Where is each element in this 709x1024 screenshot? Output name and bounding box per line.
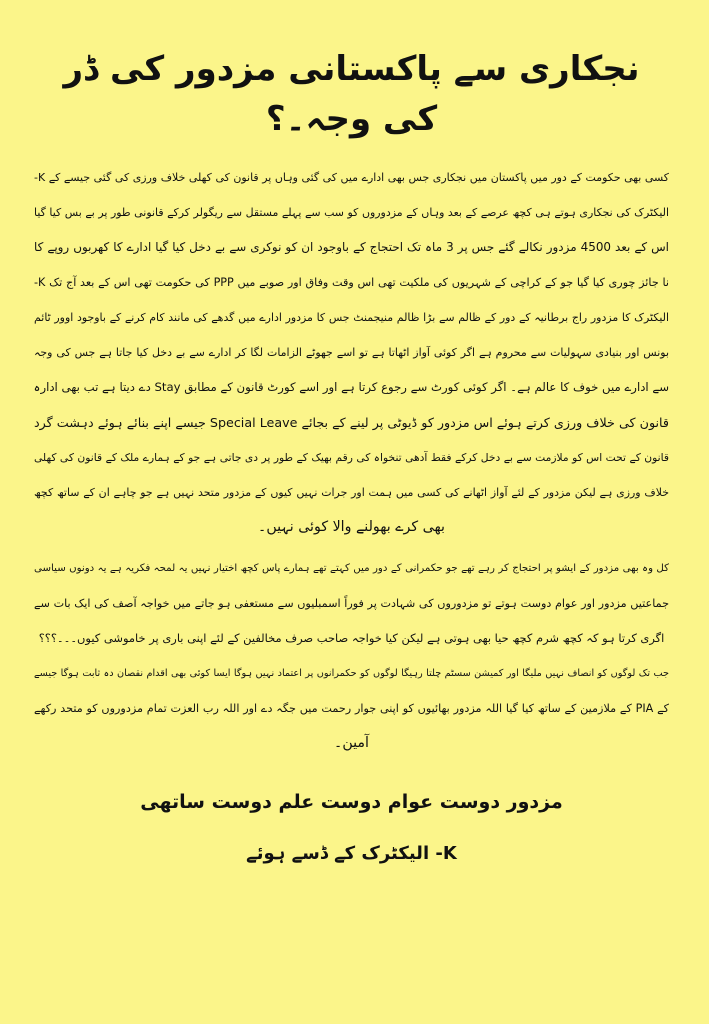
signature: مزدور دوست عوام دوست علم دوست ساتھی [140,791,563,813]
paragraph-3-line: جب تک لوگوں کو انصاف نہیں ملیگا اور کمیشن سسٹم چلتا رہیگا لوگوں کو حکمرانوں پر اعتماد نہیں ہوگا ایسا کوئی بھی اقدام نقصان دہ ثابت ہوگا جیسے [34,668,669,679]
paragraph-3-line: آمین۔ [334,735,369,751]
paragraph-1-line: سے ادارے میں خوف کا عالم ہے۔ اگر کوئی کورٹ سے رجوع کرتا ہے اور اسے کورٹ قانون کے مطابق Stay دے دیتا ہے تب بھی ادارہ [33,380,669,394]
paragraph-1-line: بھی کرے بھولنے والا کوئی نہیں۔ [258,519,445,535]
paragraph-2 [34,551,669,656]
paragraph-3-line: کے PIA کے ملازمین کے ساتھ کیا گیا اللہ مزدور بھائیوں کو اپنی جوار رحمت میں جگہ دے اور اللہ رب العزت تمام مزدوروں کو متحد رکھے [34,702,669,715]
paragraph-1-line: نا جائز چوری کیا گیا جو کے کراچی کے شہریوں کی ملکیت تھی اس وقت وفاق اور صوبے میں PPP کی حکومت تھی اس کے بعد آج تک K- [34,276,669,289]
paragraph-2-line: جماعتیں مزدور اور عوام دوست ہوتے تو مزدوروں کی شہادت پر فوراً اسمبلیوں سے مستعفی ہو جاتے میں خواجہ آصف کی ایک بات سے [34,597,669,610]
paragraph-1-line: قانون کی خلاف ورزی کرتے ہوئے اس مزدور کو ڈیوٹی پر لینے کے بجائے Special Leave جیسے اپنے بنائے ہوئے دہشت گرد [34,415,669,430]
paragraph-1 [34,160,669,545]
paragraph-1-line: بونس اور بنیادی سہولیات سے محروم ہے اگر کوئی آواز اٹھاتا ہے تو اسے جھوٹے الزامات لگا کر ادارے سے بے دخل کیا جاتا ہے جس کی وجہ [34,346,669,359]
paragraph-1-line: کسی بھی حکومت کے دور میں پاکستان میں نجکاری جس بھی ادارے میں کی گئی وہاں پر قانون کی کھلی خلاف ورزی کی گئی جیسے کے K- [34,171,669,184]
signature-line-2: K- الیکٹرک کے ڈسے ہوئے [246,843,457,864]
paragraph-1-line: خلاف ورزی ہے لیکن مزدور کے لئے آواز اٹھانے کی کسی میں ہمت اور جرات نہیں کیوں کے مزدور متحد نہیں ہے جو چاہے ان کے ساتھ کچھ [34,486,669,499]
paragraph-1-line: الیکٹرک کا مزدور راج برطانیہ کے دور کے ظالم سے بڑا ظالم منیجمنٹ جس کا مزدور ادارے میں گدھے کی مانند کام کرنے کے باوجود اوور ٹائم [34,311,669,324]
paragraph-3 [34,656,669,761]
paragraph-2-line: اگری کرتا ہو کہ کچھ شرم کچھ حیا بھی ہوتی ہے لیکن کیا خواجہ صاحب صرف مخالفین کے لئے اپنی باری پر خاموشی کیوں۔۔۔؟؟؟ [38,631,665,645]
paragraph-1-line: الیکٹرک کی نجکاری ہوتے ہی کچھ عرصے کے بعد وہاں کے مزدوروں کو سب سے پہلے مستقل سے ریگولر کرکے قانونی طور پر بے بس کیا گیا [34,206,669,219]
paragraph-1-line: قانون کے تحت اس کو ملازمت سے بے دخل کرکے فقط آدھی تنخواہ کی رقم بھیک کے طور پر دی جاتی ہے جو کے ہمارے ملک کے قانون کی کھلی [34,451,669,464]
paragraph-1-line: اس کے بعد 4500 مزدور نکالے گئے جس پر 3 ماہ تک احتجاج کے باوجود ان کو نوکری سے بے دخل کیا گیا ادارے کا کھربوں روپے کا [34,240,669,254]
page-title: نجکاری سے پاکستانی مزدور کی ڈر کی وجہ۔؟ [63,49,640,139]
paragraph-2-line: کل وہ بھی مزدور کے ایشو پر احتجاج کر رہے تھے جو حکمرانی کے دور میں کہتے تھے ہمارے پاس کچھ اختیار نہیں یہ لمحہ فکریہ ہے یہ دونوں سیاسی [34,563,669,574]
